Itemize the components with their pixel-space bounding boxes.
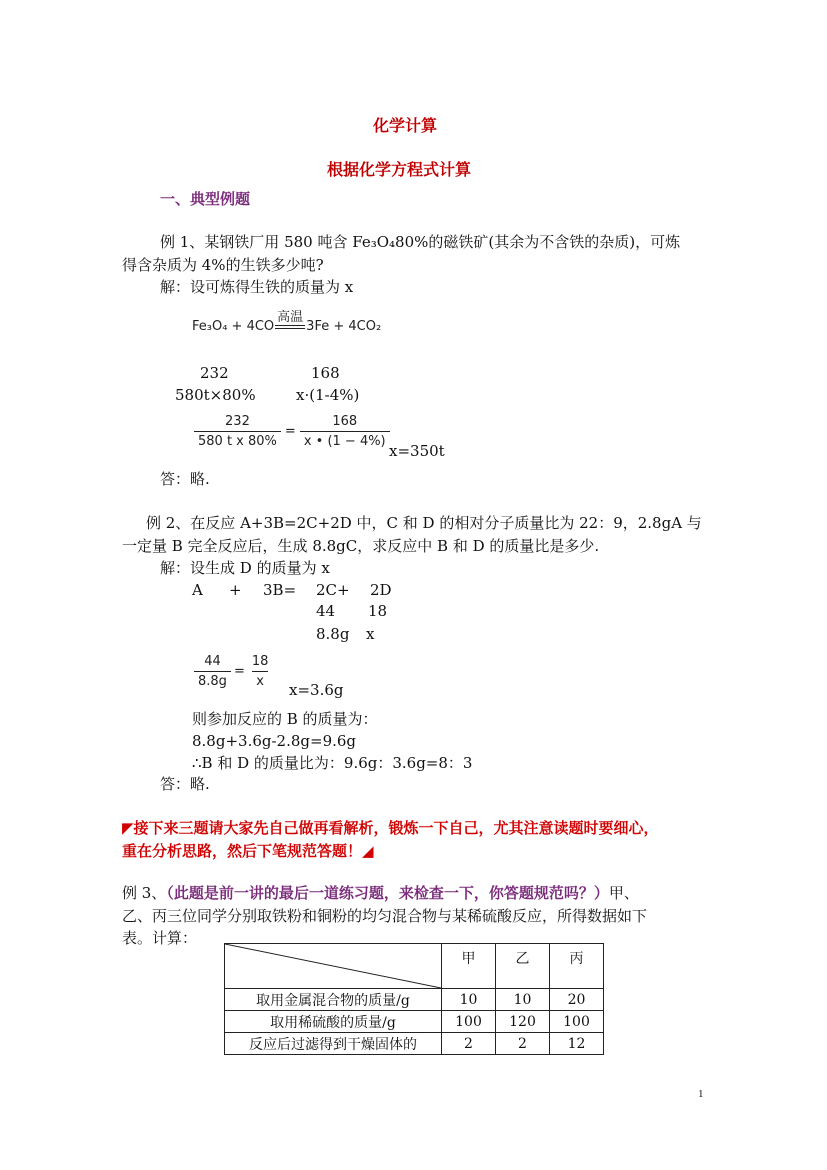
ex2-mass-18: 18 — [368, 602, 388, 620]
row-label: 反应后过滤得到干燥固体的 — [225, 1033, 442, 1055]
table-row — [225, 1011, 604, 1033]
ex2-line1: 例 2、在反应 A+3B=2C+2D 中，C 和 D 的相对分子质量比为 22：9，2.8gA 与 — [146, 514, 702, 532]
ex2-3b: 3B= — [263, 581, 297, 599]
notice-line1: ◤接下来三题请大家先自己做再看解析，锻炼一下自己，尤其注意读题时要细心， — [122, 819, 659, 837]
ex1-ratio-168: 168 — [311, 364, 340, 382]
table-cell: 100 — [550, 1011, 604, 1033]
ex2-value-x: x — [366, 625, 375, 643]
ex1-equation — [192, 306, 381, 334]
table-cell: 10 — [442, 989, 496, 1011]
ex2-2d: 2D — [370, 581, 392, 599]
ex3-line3: 表。计算： — [122, 929, 198, 947]
ex2-reactant-a: A — [192, 581, 203, 599]
table-row — [225, 989, 604, 1011]
ex3-suffix: 甲、 — [608, 884, 639, 902]
ex2-proportion: $\frac{44}{8.8g}$ = $\frac{18}{x}$ — [194, 654, 272, 689]
table-header-row — [225, 944, 604, 989]
row-label: 取用稀硫酸的质量/g — [225, 1011, 442, 1033]
table-row — [225, 1033, 604, 1055]
table-cell: 120 — [496, 1011, 550, 1033]
ex2-result: x=3.6g — [289, 681, 344, 699]
eq-condition: 高温 — [277, 310, 304, 325]
ex3-highlight: （此题是前一讲的最后一道练习题，来检查一下，你答题规范吗？） — [166, 884, 609, 902]
fraction-left: $\frac{44}{8.8g}$ — [194, 654, 231, 689]
table-cell: 2 — [496, 1033, 550, 1055]
ex1-result: x=350t — [389, 442, 445, 460]
ex3-line1 — [122, 882, 639, 904]
table-cell: 100 — [442, 1011, 496, 1033]
ex1-ratio-232: 232 — [200, 364, 229, 382]
col-header: 丙 — [550, 944, 604, 989]
ex1-line1: 例 1、某钢铁厂用 580 吨含 Fe₃O₄80%的磁铁矿(其余为不含铁的杂质)，可炼 — [160, 233, 681, 251]
table-cell: 10 — [496, 989, 550, 1011]
ex2-solve: 解：设生成 D 的质量为 x — [160, 559, 330, 577]
ex1-answer: 答：略. — [160, 470, 210, 488]
ex2-value-88: 8.8g — [316, 625, 350, 643]
col-header: 乙 — [496, 944, 550, 989]
eq-right: 3Fe + 4CO₂ — [306, 319, 382, 334]
notice-line2: 重在分析思路，然后下笔规范答题！◢ — [122, 842, 374, 860]
ex3-prefix: 例 3、 — [122, 884, 167, 902]
ex2-step3: ∴B 和 D 的质量比为：9.6g：3.6g=8：3 — [192, 754, 473, 772]
ex2-plus: + — [229, 581, 242, 599]
ex2-answer: 答：略. — [160, 775, 210, 793]
diagonal-header-cell — [225, 944, 442, 989]
ex2-2c: 2C+ — [316, 581, 350, 599]
table-cell: 12 — [550, 1033, 604, 1055]
ex1-line2: 得含杂质为 4%的生铁多少吨? — [122, 256, 324, 274]
ex1-ratio-x: x·(1-4%) — [296, 386, 360, 404]
data-table — [224, 943, 604, 1055]
ex1-proportion: $\frac{232}{\text{580 t x 80\%}}$ = $\frac{168}{x • (1 - 4\%)}$ — [194, 414, 390, 449]
page-number: 1 — [698, 1088, 704, 1100]
section-heading: 一、典型例题 — [160, 190, 251, 208]
ex1-ratio-580: 580t×80% — [175, 386, 256, 404]
row-label: 取用金属混合物的质量/g — [225, 989, 442, 1011]
ex3-line2: 乙、丙三位同学分别取铁粉和铜粉的均匀混合物与某稀硫酸反应，所得数据如下 — [122, 907, 648, 925]
col-header: 甲 — [442, 944, 496, 989]
diagonal-line — [225, 944, 441, 988]
eq-left: Fe₃O₄ + 4CO — [192, 319, 275, 334]
fraction-right: $\frac{168}{x • (1 - 4\%)}$ — [300, 414, 390, 449]
fraction-right: $\frac{18}{x}$ — [251, 654, 269, 689]
ex2-step2: 8.8g+3.6g-2.8g=9.6g — [192, 732, 357, 750]
ex2-mass-44: 44 — [316, 602, 336, 620]
page-subtitle: 根据化学方程式计算 — [327, 160, 472, 179]
table-cell: 20 — [550, 989, 604, 1011]
ex2-line2: 一定量 B 完全反应后，生成 8.8gC，求反应中 B 和 D 的质量比是多少. — [122, 537, 600, 555]
fraction-left: $\frac{232}{\text{580 t x 80\%}}$ — [194, 414, 281, 449]
table-cell: 2 — [442, 1033, 496, 1055]
ex1-solve: 解：设可炼得生铁的质量为 x — [160, 278, 354, 296]
page-title: 化学计算 — [373, 116, 438, 135]
ex2-step1: 则参加反应的 B 的质量为： — [192, 710, 378, 728]
